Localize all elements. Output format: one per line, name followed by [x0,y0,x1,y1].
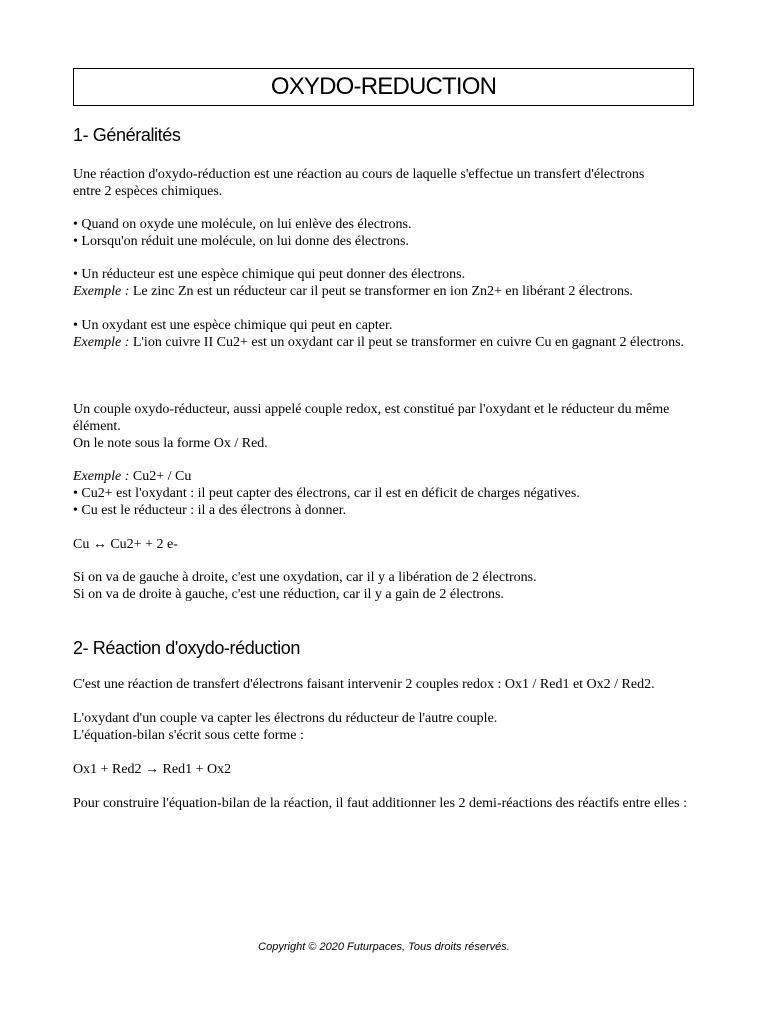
page-title: OXYDO-REDUCTION [270,73,497,100]
section-2-heading: 2- Réaction d'oxydo-réduction [73,638,300,658]
example-label: Exemple : [73,284,130,299]
balance-equation: Ox1 + Red2 → Red1 + Ox2 [73,762,232,777]
couple-example-text: Cu2+ / Cu [129,469,192,484]
oxidation-bullet: • Quand on oxyde une molécule, on lui enlève des électrons. [73,217,412,232]
equation-form-intro: L'équation-bilan s'écrit sous cette forme : [73,728,304,743]
redox-couple-notation: On le note sous la forme Ox / Red. [73,436,268,451]
oxidant-bullet: • Cu2+ est l'oxydant : il peut capter des électrons, car il est en déficit de charges négatives. [73,486,580,501]
oxidation-direction: Si on va de gauche à droite, c'est une oxydation, car il y a libération de 2 électrons. [73,570,537,585]
oxidant-example-text: L'ion cuivre II Cu2+ est un oxydant car il peut se transformer en cuivre Cu en gagnant 2 électrons. [129,335,685,350]
couple-example [73,468,698,485]
reducer-bullet: • Cu est le réducteur : il a des électrons à donner. [73,503,347,518]
half-equation: Cu ↔ Cu2+ + 2 e- [73,537,178,552]
section-1-heading: 1- Généralités [73,125,181,145]
reducer-example [73,283,698,300]
section-2-intro: C'est une réaction de transfert d'électrons faisant intervenir 2 couples redox : Ox1 / Red1 et Ox2 / Red2. [73,677,655,692]
section-1-intro: Une réaction d'oxydo-réduction est une réaction au cours de laquelle s'effectue un transfert d'électrons entre 2 espèces chimiques. [73,167,645,199]
reducer-example-text: Le zinc Zn est un réducteur car il peut se transformer en ion Zn2+ en libérant 2 électrons. [129,284,633,299]
redox-couple-definition: Un couple oxydo-réducteur, aussi appelé couple redox, est constitué par l'oxydant et le réducteur du même élément. [73,402,670,434]
oxidant-definition: • Un oxydant est une espèce chimique qui peut en capter. [73,318,393,333]
reduction-direction: Si on va de droite à gauche, c'est une réduction, car il y a gain de 2 électrons. [73,587,504,602]
oxidant-example [73,334,693,351]
copyright-footer: Copyright © 2020 Futurpaces, Tous droits réservés. [258,941,510,953]
title-box [73,68,694,106]
example-label: Exemple : [73,335,130,350]
reduction-bullet: • Lorsqu'on réduit une molécule, on lui donne des électrons. [73,234,409,249]
oxidant-captures: L'oxydant d'un couple va capter les électrons du réducteur de l'autre couple. [73,711,498,726]
reducer-definition: • Un réducteur est une espèce chimique qui peut donner des électrons. [73,267,466,282]
example-label: Exemple : [73,469,130,484]
balance-instructions: Pour construire l'équation-bilan de la réaction, il faut additionner les 2 demi-réactions des réactifs entre elles : [73,796,688,811]
